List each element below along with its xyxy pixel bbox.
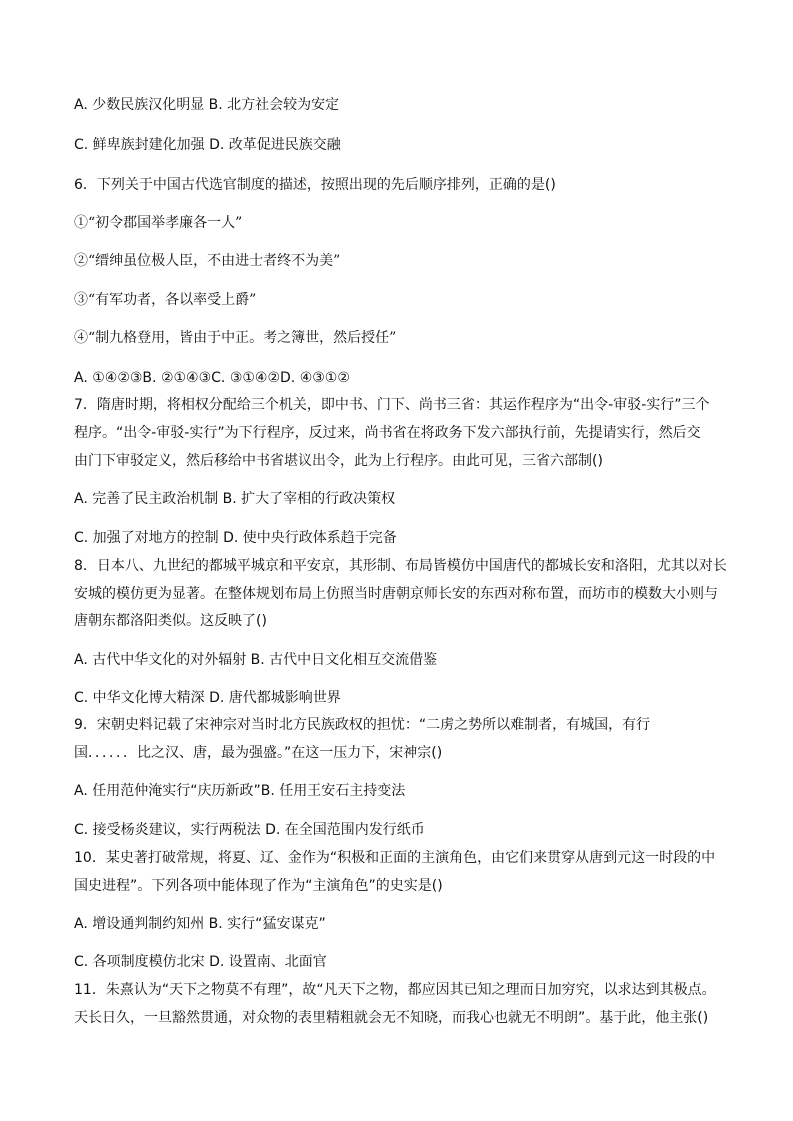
q5-options-row2: C. 鲜卑族封建化加强 D. 改革促进民族交融 <box>74 137 341 153</box>
q6-item-1: ①“初令郡国举孝廉各一人” <box>74 215 243 231</box>
q6-item-3: ③“有军功者，各以率受上爵” <box>74 292 257 308</box>
q10-stem-line1: 10．某史著打破常规，将夏、辽、金作为“积极和正面的主演角色，由它们来贯穿从唐到元这一时段的中 <box>74 850 716 866</box>
q7-options-row2: C. 加强了对地方的控制 D. 使中央行政体系趋于完备 <box>74 530 397 546</box>
q7-stem-line1: 7．隋唐时期，将相权分配给三个机关，即中书、门下、尚书三省：其运作程序为“出令-审驳-实行”三个 <box>74 397 710 413</box>
q9-stem-line2: 国．．．．．．比之汉、唐，最为强盛。”在这一压力下，宋神宗() <box>74 745 443 761</box>
q10-stem-line2: 国史进程”。下列各项中能体现了作为“主演角色”的史实是() <box>74 878 443 894</box>
q6-options: A. ①④②③B. ②①④③C. ③①④②D. ④③①② <box>74 370 350 386</box>
q7-stem-line3: 由门下审驳定义，然后移给中书省堪议出令，此为上行程序。由此可见，三省六部制() <box>74 453 603 469</box>
q9-options-row1: A. 任用范仲淹实行“庆历新政”B. 任用王安石主持变法 <box>74 783 406 799</box>
q10-options-row2: C. 各项制度模仿北宋 D. 设置南、北面官 <box>74 954 327 970</box>
q6-item-2: ②“缙绅虽位极人臣，不由进士者终不为美” <box>74 253 341 269</box>
q8-options-row1: A. 古代中华文化的对外辐射 B. 古代中日文化相互交流借鉴 <box>74 652 438 668</box>
q8-options-row2: C. 中华文化博大精深 D. 唐代都城影响世界 <box>74 690 341 706</box>
q8-stem-line1: 8．日本八、九世纪的都城平城京和平安京，其形制、布局皆模仿中国唐代的都城长安和洛阳，尤其以对长 <box>74 558 727 574</box>
q5-options-row1: A. 少数民族汉化明显 B. 北方社会较为安定 <box>74 97 340 113</box>
q6-item-4: ④“制九格登用，皆由于中正。考之簿世，然后授任” <box>74 330 397 346</box>
q7-stem-line2: 程序。“出令-审驳-实行”为下行程序，反过来，尚书省在将政务下发六部执行前，先提请实行，然后交 <box>74 425 701 441</box>
q6-stem: 6．下列关于中国古代选官制度的描述，按照出现的先后顺序排列，正确的是() <box>74 177 556 193</box>
q10-options-row1: A. 增设通判制约知州 B. 实行“猛安谋克” <box>74 916 326 932</box>
q9-stem-line1: 9．宋朝史料记载了宋神宗对当时北方民族政权的担忧：“二虏之势所以难制者，有城国，有行 <box>74 717 651 733</box>
q11-stem-line1: 11．朱熹认为“天下之物莫不有理”，故“凡天下之物，都应因其已知之理而日加穷究，以求达到其极点。 <box>74 982 716 998</box>
q9-options-row2: C. 接受杨炎建议，实行两税法 D. 在全国范围内发行纸币 <box>74 822 425 838</box>
q8-stem-line3: 唐朝东都洛阳类似。这反映了() <box>74 613 267 629</box>
q8-stem-line2: 安城的模仿更为显著。在整体规划布局上仿照当时唐朝京师长安的东西对称布置，而坊市的模数大小则与 <box>74 586 718 602</box>
q7-options-row1: A. 完善了民主政治机制 B. 扩大了宰相的行政决策权 <box>74 491 396 507</box>
q11-stem-line2: 天长日久，一旦豁然贯通，对众物的表里精粗就会无不知晓，而我心也就无不明朗”。基于此，他主张() <box>74 1010 709 1026</box>
